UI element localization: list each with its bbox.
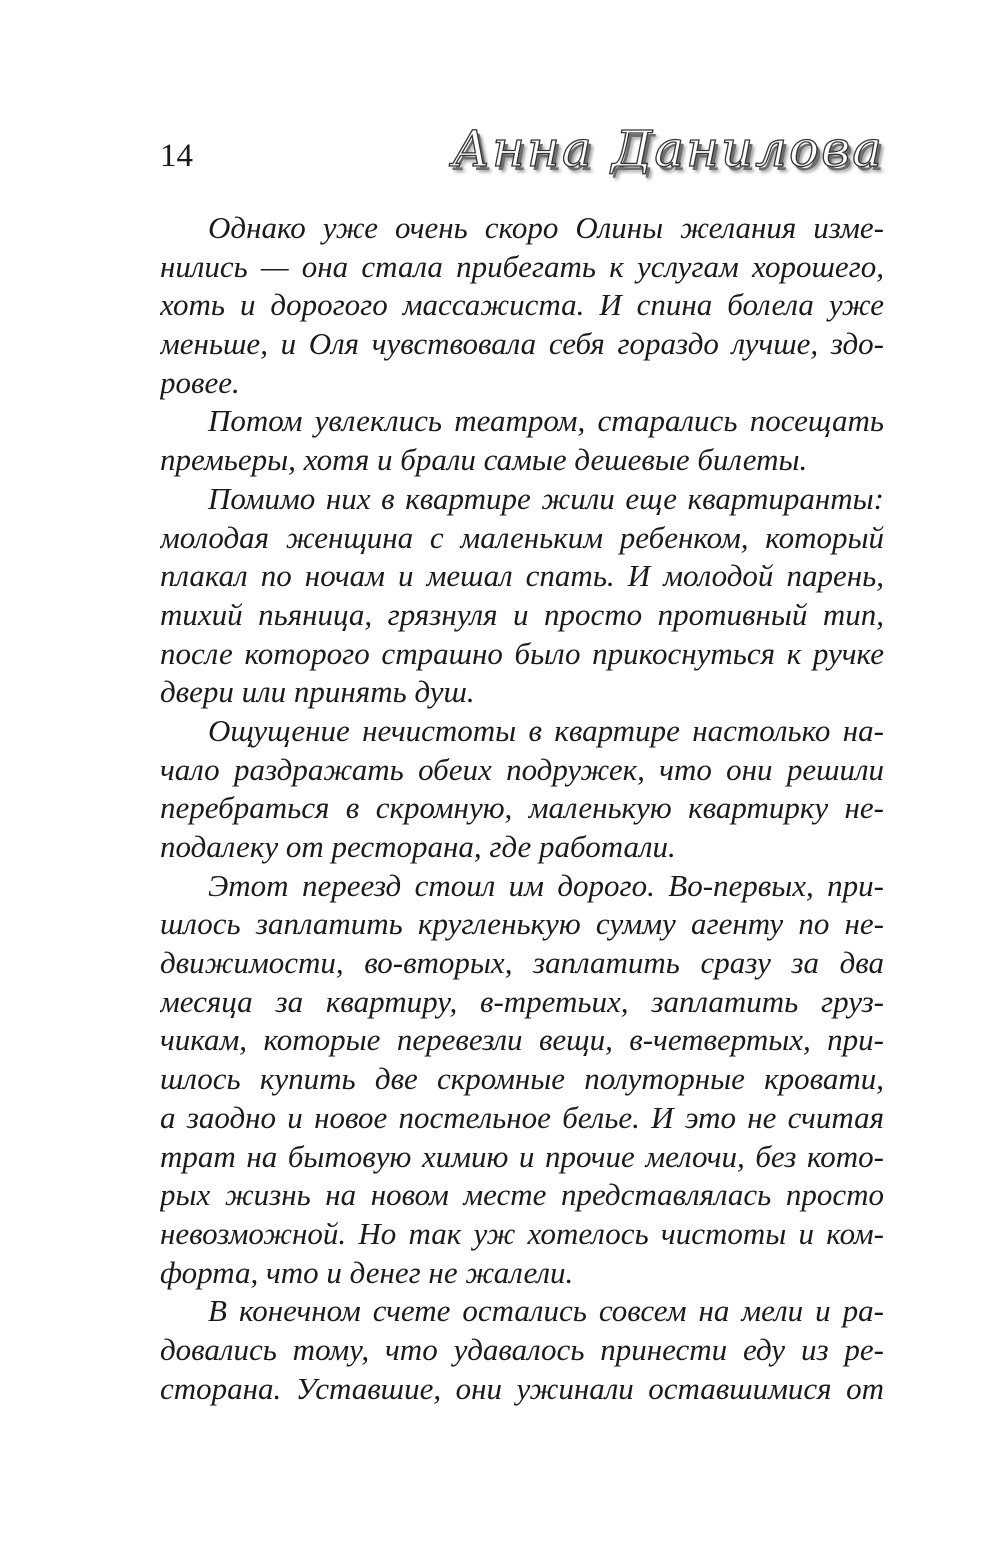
text-line: тихий пьяница, грязнуля и просто противный тип, <box>160 596 884 632</box>
text-line: Однако уже очень скоро Олины желания изме- <box>208 210 884 245</box>
text-line: шлось купить две скромные полуторные кровати, <box>160 1061 884 1097</box>
text-line: движимости, во-вторых, заплатить сразу за два <box>160 945 884 981</box>
text-line: меньше, и Оля чувствовала себя гораздо лучше, здо- <box>160 326 884 362</box>
text-line: чикам, которые перевезли вещи, в-четвертых, при- <box>160 1022 884 1058</box>
text-line: шлось заплатить кругленькую сумму агенту по не- <box>160 906 884 942</box>
paragraph <box>160 480 884 712</box>
author-name: Анна Данилова <box>452 120 884 178</box>
text-line: нились — она стала прибегать к услугам хорошего, <box>160 248 884 284</box>
text-line: Помимо них в квартире жили еще квартиранты: <box>208 480 884 516</box>
running-header <box>160 120 884 200</box>
page-number: 14 <box>160 138 193 174</box>
text-line: трат на бытовую химию и прочие мелочи, без кото- <box>160 1138 884 1174</box>
text-line: Этот переезд стоил им дорого. Во-первых, при- <box>208 867 884 903</box>
text-line: премьеры, хотя и брали самые дешевые билеты. <box>160 442 808 478</box>
text-line: месяца за квартиру, в-третьих, заплатить груз- <box>160 983 884 1019</box>
text-line: чало раздражать обеих подружек, что они решили <box>160 751 884 787</box>
text-line: рых жизнь на новом месте представлялась просто <box>160 1177 884 1213</box>
text-line: подалеку от ресторана, где работали. <box>160 829 676 864</box>
text-line: двери или принять душ. <box>160 674 475 710</box>
text-line: сторана. Уставшие, они ужинали оставшимися от <box>160 1370 884 1406</box>
text-line: плакал по ночам и мешал спать. И молодой парень, <box>160 558 884 594</box>
body-text <box>160 209 884 1408</box>
text-line: Ощущение нечистоты в квартире настолько на- <box>208 712 884 748</box>
text-line: молодая женщина с маленьким ребенком, который <box>160 519 884 555</box>
text-line: невозможной. Но так уж хотелось чистоты и ком- <box>160 1215 884 1251</box>
paragraph <box>160 1292 884 1408</box>
text-line: хоть и дорогого массажиста. И спина болела уже <box>160 287 884 323</box>
paragraph <box>160 402 884 479</box>
text-line: ровее. <box>160 364 240 400</box>
paragraph <box>160 867 884 1293</box>
text-line: довались тому, что удавалось принести еду из ре- <box>160 1331 884 1367</box>
paragraph <box>160 209 884 402</box>
paragraph <box>160 712 884 867</box>
text-line: В конечном счете остались совсем на мели и ра- <box>208 1293 884 1329</box>
text-line: после которого страшно было прикоснуться к ручке <box>160 635 884 671</box>
text-line: Потом увлеклись театром, старались посещать <box>208 403 884 439</box>
text-line: а заодно и новое постельное белье. И это не считая <box>160 1099 884 1135</box>
text-line: перебраться в скромную, маленькую квартирку не- <box>160 790 884 826</box>
text-line: форта, что и денег не жалели. <box>160 1254 574 1290</box>
